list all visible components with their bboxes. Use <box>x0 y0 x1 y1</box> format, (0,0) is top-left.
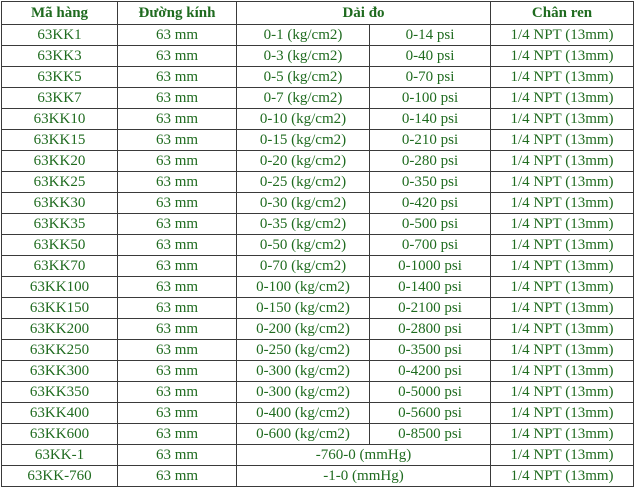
cell-range-kg: 0-5 (kg/cm2) <box>237 67 370 88</box>
cell-code: 63KK150 <box>2 298 118 319</box>
cell-thread: 1/4 NPT (13mm) <box>491 361 634 382</box>
table-row <box>2 466 634 487</box>
cell-range-kg: 0-250 (kg/cm2) <box>237 340 370 361</box>
table-row <box>2 424 634 445</box>
table-row <box>2 25 634 46</box>
table-body <box>2 25 634 487</box>
table-row <box>2 151 634 172</box>
cell-thread: 1/4 NPT (13mm) <box>491 235 634 256</box>
table-row <box>2 256 634 277</box>
cell-code: 63KK350 <box>2 382 118 403</box>
cell-range-psi: 0-40 psi <box>370 46 491 67</box>
cell-range-kg: 0-400 (kg/cm2) <box>237 403 370 424</box>
cell-code: 63KK100 <box>2 277 118 298</box>
cell-code: 63KK10 <box>2 109 118 130</box>
cell-diameter: 63 mm <box>118 256 237 277</box>
cell-diameter: 63 mm <box>118 172 237 193</box>
cell-range-kg: 0-7 (kg/cm2) <box>237 88 370 109</box>
cell-code: 63KK50 <box>2 235 118 256</box>
cell-diameter: 63 mm <box>118 298 237 319</box>
table-row <box>2 445 634 466</box>
cell-range-kg: 0-3 (kg/cm2) <box>237 46 370 67</box>
cell-diameter: 63 mm <box>118 445 237 466</box>
cell-code: 63KK35 <box>2 214 118 235</box>
cell-range-kg: 0-100 (kg/cm2) <box>237 277 370 298</box>
cell-range-kg: 0-10 (kg/cm2) <box>237 109 370 130</box>
cell-diameter: 63 mm <box>118 109 237 130</box>
cell-thread: 1/4 NPT (13mm) <box>491 298 634 319</box>
cell-diameter: 63 mm <box>118 361 237 382</box>
cell-code: 63KK300 <box>2 361 118 382</box>
product-spec-table <box>1 1 634 487</box>
cell-range-psi: 0-140 psi <box>370 109 491 130</box>
cell-range-kg: 0-150 (kg/cm2) <box>237 298 370 319</box>
cell-diameter: 63 mm <box>118 193 237 214</box>
cell-range: -760-0 (mmHg) <box>237 445 491 466</box>
cell-range-psi: 0-280 psi <box>370 151 491 172</box>
cell-diameter: 63 mm <box>118 130 237 151</box>
cell-thread: 1/4 NPT (13mm) <box>491 25 634 46</box>
cell-range-kg: 0-30 (kg/cm2) <box>237 193 370 214</box>
header-range: Dải đo <box>237 2 491 25</box>
cell-code: 63KK1 <box>2 25 118 46</box>
cell-thread: 1/4 NPT (13mm) <box>491 319 634 340</box>
table-row <box>2 277 634 298</box>
cell-range-psi: 0-70 psi <box>370 67 491 88</box>
cell-range-kg: 0-1 (kg/cm2) <box>237 25 370 46</box>
cell-range-psi: 0-420 psi <box>370 193 491 214</box>
cell-range-psi: 0-4200 psi <box>370 361 491 382</box>
cell-thread: 1/4 NPT (13mm) <box>491 382 634 403</box>
cell-thread: 1/4 NPT (13mm) <box>491 340 634 361</box>
cell-range-psi: 0-1400 psi <box>370 277 491 298</box>
cell-thread: 1/4 NPT (13mm) <box>491 193 634 214</box>
cell-thread: 1/4 NPT (13mm) <box>491 424 634 445</box>
cell-thread: 1/4 NPT (13mm) <box>491 109 634 130</box>
cell-range-psi: 0-5600 psi <box>370 403 491 424</box>
cell-code: 63KK600 <box>2 424 118 445</box>
cell-range-psi: 0-700 psi <box>370 235 491 256</box>
cell-code: 63KK5 <box>2 67 118 88</box>
header-row <box>2 2 634 25</box>
cell-code: 63KK70 <box>2 256 118 277</box>
table-row <box>2 67 634 88</box>
table-row <box>2 361 634 382</box>
table-row <box>2 88 634 109</box>
cell-code: 63KK3 <box>2 46 118 67</box>
cell-diameter: 63 mm <box>118 466 237 487</box>
cell-code: 63KK15 <box>2 130 118 151</box>
cell-diameter: 63 mm <box>118 340 237 361</box>
cell-thread: 1/4 NPT (13mm) <box>491 172 634 193</box>
cell-range-kg: 0-300 (kg/cm2) <box>237 382 370 403</box>
table-row <box>2 172 634 193</box>
cell-range-kg: 0-200 (kg/cm2) <box>237 319 370 340</box>
cell-range-psi: 0-210 psi <box>370 130 491 151</box>
cell-range-kg: 0-600 (kg/cm2) <box>237 424 370 445</box>
cell-thread: 1/4 NPT (13mm) <box>491 277 634 298</box>
cell-range-psi: 0-100 psi <box>370 88 491 109</box>
header-thread: Chân ren <box>491 2 634 25</box>
header-code: Mã hàng <box>2 2 118 25</box>
cell-diameter: 63 mm <box>118 25 237 46</box>
cell-thread: 1/4 NPT (13mm) <box>491 466 634 487</box>
cell-range-kg: 0-35 (kg/cm2) <box>237 214 370 235</box>
cell-range-psi: 0-3500 psi <box>370 340 491 361</box>
cell-thread: 1/4 NPT (13mm) <box>491 46 634 67</box>
table-row <box>2 130 634 151</box>
table-row <box>2 298 634 319</box>
cell-thread: 1/4 NPT (13mm) <box>491 214 634 235</box>
table-row <box>2 319 634 340</box>
cell-range-psi: 0-2800 psi <box>370 319 491 340</box>
cell-diameter: 63 mm <box>118 88 237 109</box>
cell-range-psi: 0-14 psi <box>370 25 491 46</box>
cell-diameter: 63 mm <box>118 235 237 256</box>
cell-code: 63KK25 <box>2 172 118 193</box>
cell-range-psi: 0-500 psi <box>370 214 491 235</box>
cell-thread: 1/4 NPT (13mm) <box>491 403 634 424</box>
cell-thread: 1/4 NPT (13mm) <box>491 151 634 172</box>
cell-code: 63KK200 <box>2 319 118 340</box>
table-row <box>2 193 634 214</box>
table-row <box>2 46 634 67</box>
cell-code: 63KK7 <box>2 88 118 109</box>
table-row <box>2 382 634 403</box>
cell-thread: 1/4 NPT (13mm) <box>491 67 634 88</box>
cell-code: 63KK30 <box>2 193 118 214</box>
header-diameter: Đường kính <box>118 2 237 25</box>
cell-thread: 1/4 NPT (13mm) <box>491 445 634 466</box>
table-row <box>2 214 634 235</box>
cell-thread: 1/4 NPT (13mm) <box>491 88 634 109</box>
cell-range-psi: 0-8500 psi <box>370 424 491 445</box>
cell-thread: 1/4 NPT (13mm) <box>491 256 634 277</box>
cell-range-kg: 0-50 (kg/cm2) <box>237 235 370 256</box>
cell-code: 63KK-760 <box>2 466 118 487</box>
cell-range-kg: 0-25 (kg/cm2) <box>237 172 370 193</box>
table-row <box>2 235 634 256</box>
cell-diameter: 63 mm <box>118 403 237 424</box>
cell-range: -1-0 (mmHg) <box>237 466 491 487</box>
cell-code: 63KK250 <box>2 340 118 361</box>
table-row <box>2 340 634 361</box>
table-row <box>2 109 634 130</box>
cell-code: 63KK-1 <box>2 445 118 466</box>
cell-range-kg: 0-70 (kg/cm2) <box>237 256 370 277</box>
cell-range-kg: 0-15 (kg/cm2) <box>237 130 370 151</box>
cell-diameter: 63 mm <box>118 214 237 235</box>
cell-diameter: 63 mm <box>118 67 237 88</box>
cell-range-psi: 0-350 psi <box>370 172 491 193</box>
cell-diameter: 63 mm <box>118 424 237 445</box>
cell-thread: 1/4 NPT (13mm) <box>491 130 634 151</box>
cell-range-psi: 0-1000 psi <box>370 256 491 277</box>
cell-range-psi: 0-2100 psi <box>370 298 491 319</box>
table-row <box>2 403 634 424</box>
cell-code: 63KK20 <box>2 151 118 172</box>
cell-diameter: 63 mm <box>118 319 237 340</box>
cell-diameter: 63 mm <box>118 382 237 403</box>
cell-range-kg: 0-300 (kg/cm2) <box>237 361 370 382</box>
cell-range-kg: 0-20 (kg/cm2) <box>237 151 370 172</box>
cell-diameter: 63 mm <box>118 46 237 67</box>
cell-range-psi: 0-5000 psi <box>370 382 491 403</box>
cell-diameter: 63 mm <box>118 277 237 298</box>
cell-code: 63KK400 <box>2 403 118 424</box>
cell-diameter: 63 mm <box>118 151 237 172</box>
